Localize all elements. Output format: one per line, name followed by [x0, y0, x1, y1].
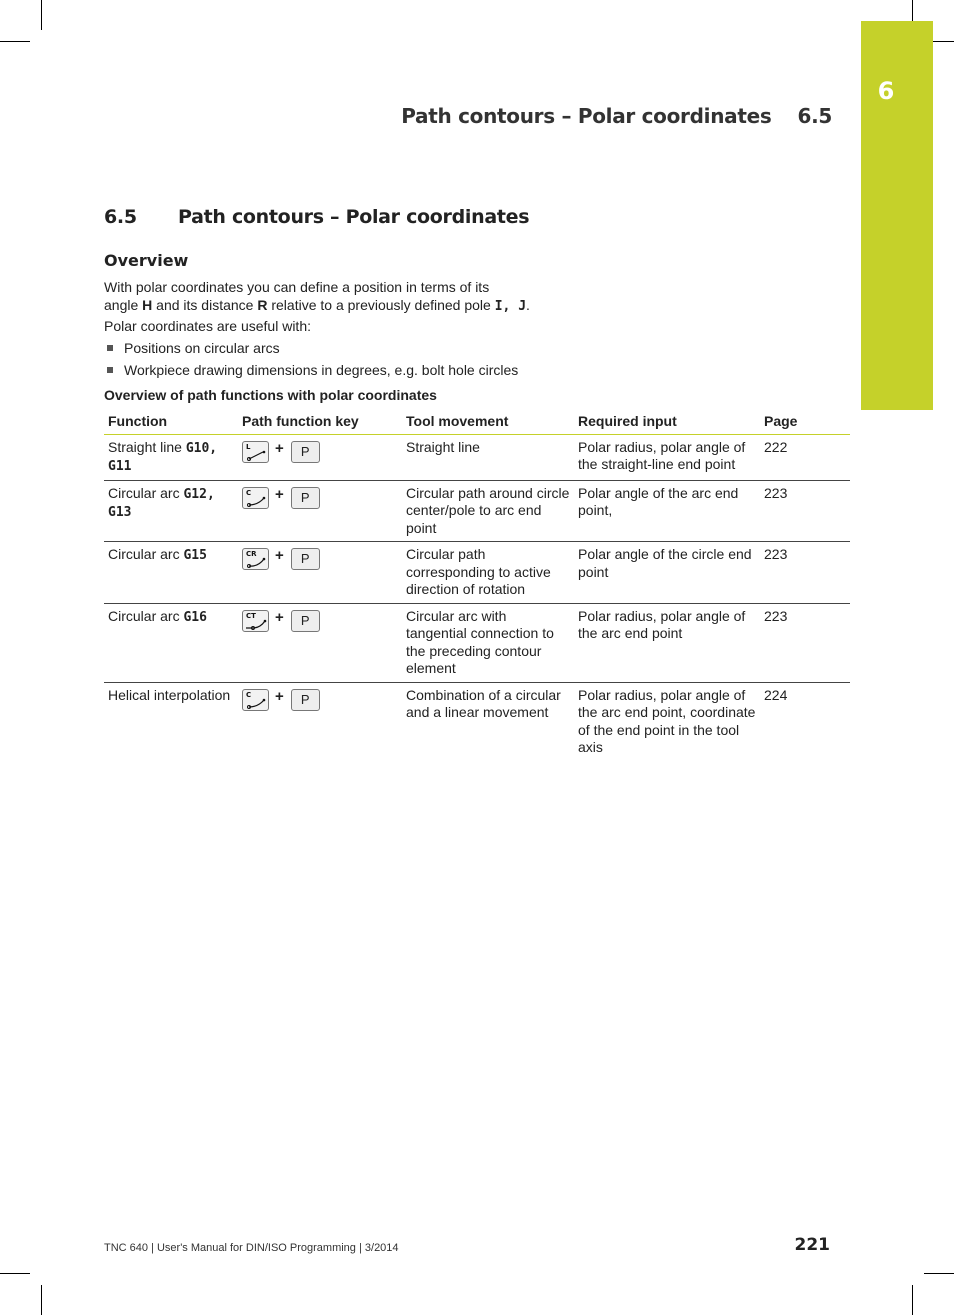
- movement-cell: Circular path around circle center/pole to arc end point: [402, 480, 574, 542]
- table-caption: Overview of path functions with polar coordinates: [104, 387, 437, 403]
- table-row: [104, 480, 850, 542]
- bullet-list: [104, 339, 518, 383]
- straight-line-key-icon: [242, 441, 269, 463]
- movement-cell: Straight line: [402, 434, 574, 480]
- running-head-section: 6.5: [797, 104, 832, 128]
- input-cell: Polar angle of the circle end point: [574, 542, 760, 604]
- crop-mark: [0, 41, 30, 42]
- input-cell: Polar radius, polar angle of the arc end point: [574, 603, 760, 682]
- function-name: Circular arc: [108, 607, 184, 624]
- key-label: C: [246, 690, 252, 699]
- circular-arc-key-icon: [242, 689, 269, 711]
- plus-sign: +: [275, 439, 284, 457]
- page-cell: 224: [764, 686, 788, 703]
- overview-heading: Overview: [104, 251, 189, 270]
- key-label: CR: [246, 550, 257, 558]
- plus-sign: +: [275, 608, 284, 626]
- input-cell: Polar radius, polar angle of the straight-line end point: [574, 434, 760, 480]
- paragraph-text: .: [526, 297, 530, 313]
- function-cell: [104, 682, 238, 761]
- g-code: G10, G11: [108, 440, 218, 474]
- column-header: Required input: [574, 409, 760, 434]
- radius-symbol: R: [257, 297, 268, 313]
- g-code: G12, G13: [108, 486, 215, 520]
- chapter-number: 6: [877, 77, 895, 105]
- running-head-title: Path contours – Polar coordinates: [401, 104, 772, 128]
- pole-key-icon: P: [291, 689, 320, 711]
- pole-key-icon: P: [291, 441, 320, 463]
- input-cell: Polar angle of the arc end point,: [574, 480, 760, 542]
- key-cell: [238, 434, 402, 480]
- function-cell: [104, 603, 238, 682]
- input-cell: Polar radius, polar angle of the arc end point, coordinate of the end point in the tool axis: [578, 686, 756, 755]
- key-cell: [238, 480, 402, 542]
- paragraph-text: angle: [104, 297, 143, 313]
- section-title: [104, 206, 529, 228]
- key-label: C: [246, 488, 252, 497]
- section-title-text: Path contours – Polar coordinates: [178, 206, 530, 228]
- plus-sign: +: [275, 485, 284, 503]
- page-cell: 222: [760, 434, 850, 480]
- pole-symbol: I, J: [494, 299, 527, 314]
- plus-sign: +: [275, 547, 284, 565]
- pole-key-icon: P: [291, 610, 320, 632]
- paragraph-text: and its distance: [152, 297, 258, 313]
- page-cell: 223: [760, 603, 850, 682]
- angle-symbol: H: [142, 297, 153, 313]
- path-functions-table: [104, 409, 850, 761]
- key-cell: [238, 682, 402, 761]
- function-name: Helical interpolation: [108, 686, 231, 703]
- page-number: 221: [794, 1235, 830, 1255]
- key-label: CT: [246, 611, 256, 620]
- key-cell: [238, 603, 402, 682]
- column-header: Page: [760, 409, 850, 434]
- movement-cell: Circular arc with tangential connection to the preceding contour element: [402, 603, 574, 682]
- page-cell: 223: [760, 480, 850, 542]
- page-cell: 223: [760, 542, 850, 604]
- function-cell: [104, 434, 238, 480]
- footer-text: TNC 640 | User's Manual for DIN/ISO Programming | 3/2014: [104, 1242, 399, 1254]
- function-cell: [104, 480, 238, 542]
- pole-key-icon: P: [291, 487, 320, 509]
- list-item: Positions on circular arcs: [104, 339, 518, 361]
- g-code: G16: [183, 609, 207, 625]
- crop-mark: [912, 1285, 913, 1315]
- plus-sign: +: [275, 687, 284, 705]
- running-head: [401, 104, 832, 128]
- usefulness-paragraph: Polar coordinates are useful with:: [104, 318, 311, 334]
- movement-cell: Combination of a circular and a linear movement: [406, 686, 561, 720]
- column-header: Tool movement: [402, 409, 574, 434]
- crop-mark: [0, 1273, 30, 1274]
- paragraph-text: relative to a previously defined pole: [267, 297, 495, 313]
- circular-arc-tangential-key-icon: [242, 610, 269, 632]
- function-name: Circular arc: [108, 484, 184, 501]
- section-number: 6.5: [104, 206, 137, 228]
- movement-cell: Circular path corresponding to active direction of rotation: [402, 542, 574, 604]
- pole-key-icon: P: [291, 548, 320, 570]
- table-row: [104, 434, 850, 480]
- list-item: Workpiece drawing dimensions in degrees, e.g. bolt hole circles: [104, 361, 518, 383]
- crop-mark: [41, 0, 42, 30]
- overview-paragraph: [104, 278, 530, 316]
- table-row: [104, 542, 850, 604]
- crop-mark: [41, 1285, 42, 1315]
- crop-mark: [924, 1273, 954, 1274]
- paragraph-line: With polar coordinates you can define a position in terms of its: [104, 279, 490, 295]
- chapter-tab: [861, 21, 933, 410]
- key-cell: [238, 542, 402, 604]
- g-code: G15: [183, 548, 207, 563]
- key-label: L: [246, 442, 251, 451]
- column-header: Path function key: [238, 409, 402, 434]
- function-name: Straight line: [108, 438, 186, 455]
- function-cell: [104, 542, 238, 604]
- table-row: [104, 603, 850, 682]
- table-row: [104, 682, 850, 761]
- circular-arc-key-icon: [242, 487, 269, 509]
- circular-arc-radius-key-icon: [242, 548, 269, 570]
- table-header-row: [104, 409, 850, 434]
- column-header: Function: [104, 409, 238, 434]
- function-name: Circular arc: [108, 546, 184, 562]
